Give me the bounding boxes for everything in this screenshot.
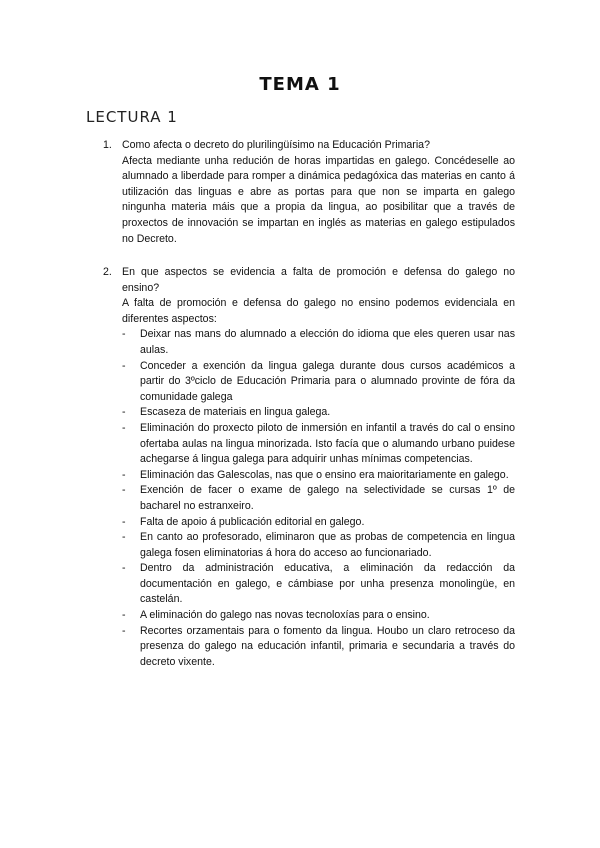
dash-bullet: - [122,624,126,637]
list-item [122,421,515,468]
dash-bullet: - [122,359,126,372]
list-item-text: En canto ao profesorado, eliminaron que as probas de competencia en lingua galega fosen eliminatorias á hora do acceso ao funcionariado. [140,531,515,559]
list-item [122,327,515,358]
list-item [122,483,515,514]
question-number: 2. [103,266,112,278]
section-heading: LECTURA 1 [86,108,178,126]
page-title: TEMA 1 [259,74,341,95]
list-item [122,561,515,608]
list-item-text: Conceder a exención da lingua galega durante dous cursos académicos a partir do 3ºciclo de Educación Primaria para o alumnado provinte de fóra da comunidade galega [140,359,515,403]
question-1 [103,138,515,247]
dash-bullet: - [122,328,126,341]
dash-bullet: - [122,468,126,481]
list-item [122,468,515,484]
answer-text: Afecta mediante unha redución de horas impartidas en galego. Concédeselle ao alumnado a liberdade para romper a dinámica pedagóxica das materias en canto á utilización das linguas e abre as portas para que non se imparta en galego ningunha materia máis que a propia da lingua, ao posibilitar que a través de proxectos de innovación se impartan en inglés as materias en galego estipulados no Decreto. [122,154,515,245]
list-item [122,515,515,531]
list-item [122,530,515,561]
question-text: Como afecta o decreto do plurilingüísimo na Educación Primaria? [122,139,430,151]
answer-intro: A falta de promoción e defensa do galego no ensino podemos evidenciala en diferentes aspectos: [122,297,515,325]
list-item [122,624,515,671]
dash-bullet: - [122,484,126,497]
question-text: En que aspectos se evidencia a falta de promoción e defensa do galego no ensino? [122,266,515,294]
list-item-text: A eliminación do galego nas novas tecnoloxías para o ensino. [140,609,430,622]
list-item [122,405,515,421]
dash-bullet: - [122,562,126,575]
list-item-text: Eliminación das Galescolas, nas que o ensino era maioritariamente en galego. [140,468,509,481]
question-2 [103,265,515,670]
dash-bullet: - [122,515,126,528]
dash-bullet: - [122,531,126,544]
list-item-text: Recortes orzamentais para o fomento da lingua. Houbo un claro retroceso da presenza do galego na educación infantil, primaria e secundaria a través do decreto vixente. [140,624,515,668]
dash-bullet: - [122,609,126,622]
dash-bullet: - [122,406,126,419]
list-item-text: Escaseza de materiais en lingua galega. [140,406,331,419]
list-item-text: Exención de facer o exame de galego na selectividade se cursas 1º de bacharel no estranxeiro. [140,484,515,512]
list-item-text: Falta de apoio á publicación editorial en galego. [140,515,365,528]
question-number: 1. [103,139,112,151]
aspects-list [122,327,515,670]
list-item [122,608,515,624]
list-item [122,359,515,406]
list-item-text: Deixar nas mans do alumnado a elección do idioma que eles queren usar nas aulas. [140,328,515,356]
list-item-text: Dentro da administración educativa, a eliminación da redacción da documentación en galego, e cámbiase por unha presenza monolingüe, en castelán. [140,562,515,606]
dash-bullet: - [122,421,126,434]
list-item-text: Eliminación do proxecto piloto de inmersión en infantil a través do cal o ensino ofertaba aulas na lingua minorizada. Isto facía que o alumando urbano puidese achegarse á lingua galega para adquirir unhas mínimas competencias. [140,421,515,466]
